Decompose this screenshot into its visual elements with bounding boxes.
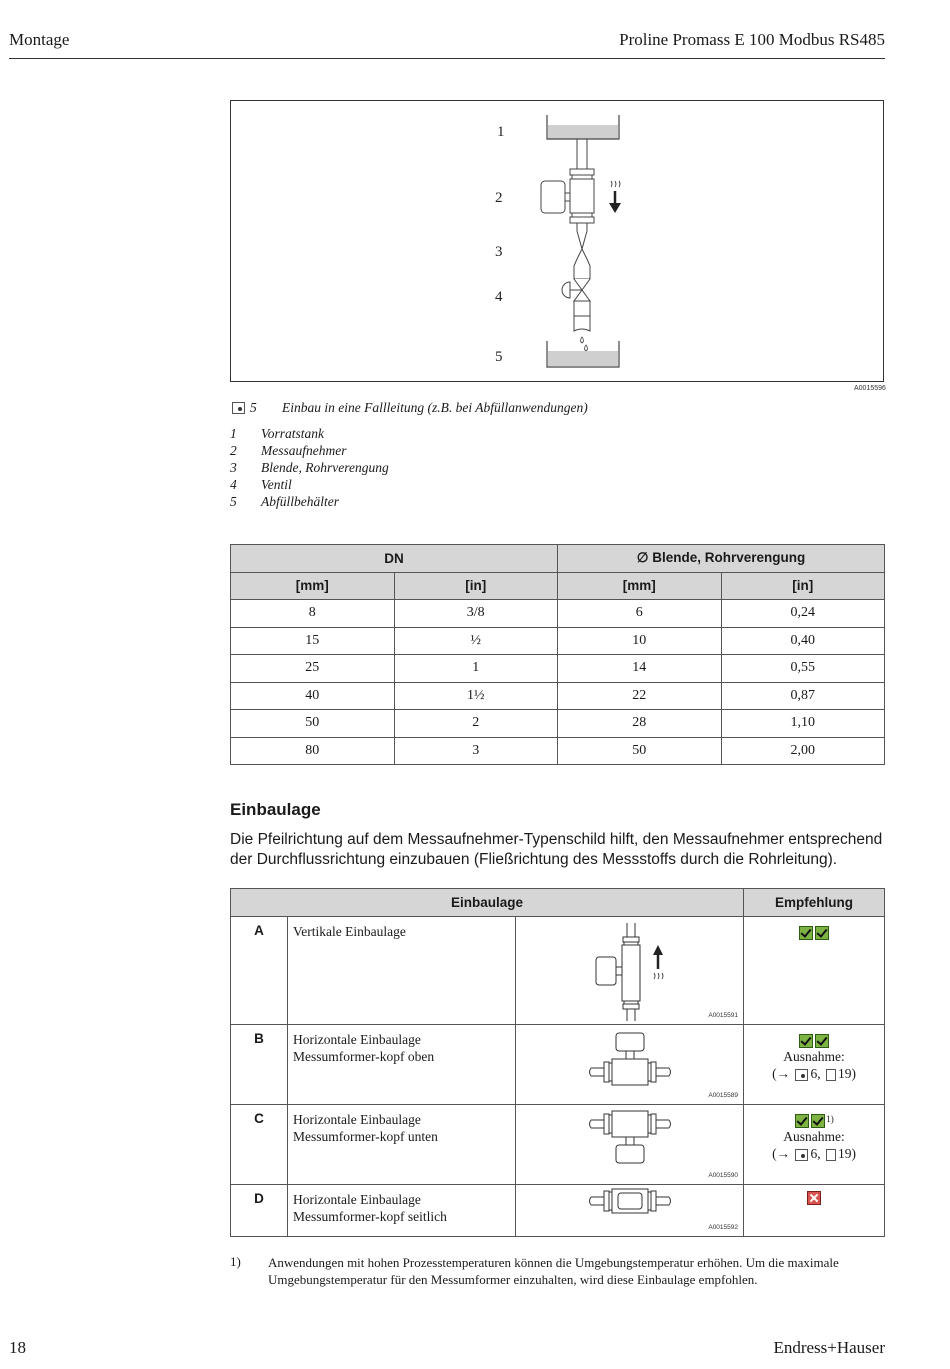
- exception-ref[interactable]: (→ 6, 19): [772, 1146, 856, 1161]
- page-ref-icon: [826, 1069, 836, 1081]
- liquid-drops: [581, 337, 588, 351]
- legend-item: 2 Messaufnehmer: [230, 443, 347, 458]
- legend-item: 5 Abfüllbehälter: [230, 494, 339, 509]
- row-recommendation: [744, 917, 885, 1025]
- row-description: Horizontale Einbaulage Messumformer-kopf oben: [288, 1025, 516, 1105]
- storage-tank: [547, 115, 619, 139]
- figure-legend: [230, 426, 630, 511]
- section-title: Einbaulage: [230, 800, 321, 819]
- header-product: Proline Promass E 100 Modbus RS485: [619, 30, 885, 49]
- fig-label-2: 2: [495, 190, 503, 206]
- page-ref-icon: [826, 1149, 836, 1161]
- filling-container: [547, 341, 619, 367]
- footer-brand: Endress+Hauser: [773, 1338, 885, 1357]
- table-row: 15 ½ 10 0,40: [231, 627, 885, 655]
- th-unit: [in]: [394, 572, 558, 600]
- table-row: [231, 1105, 885, 1185]
- image-code: A0015592: [708, 1224, 738, 1231]
- row-description: Vertikale Einbaulage: [288, 917, 516, 1025]
- row-image: [516, 1185, 744, 1237]
- figure-ref-icon: [795, 1069, 808, 1081]
- check-icon: [799, 926, 813, 940]
- exception-label: Ausnahme:: [783, 1129, 845, 1144]
- flow-arrow-down: [609, 181, 621, 213]
- footnote-number: 1): [230, 1254, 241, 1269]
- row-image: [516, 1105, 744, 1185]
- exception-ref[interactable]: (→ 6, 19): [772, 1066, 856, 1081]
- check-icon: [795, 1114, 809, 1128]
- figure-ref-icon: [232, 402, 245, 414]
- legend-item: 3 Blende, Rohrverengung: [230, 460, 389, 475]
- row-image: [516, 917, 744, 1025]
- row-recommendation: [744, 1185, 885, 1237]
- check-icon: [799, 1034, 813, 1048]
- row-letter: A: [231, 917, 288, 1025]
- fig-label-3: 3: [495, 244, 503, 260]
- row-recommendation: [744, 1105, 885, 1185]
- row-letter: D: [231, 1185, 288, 1237]
- footnote-mark[interactable]: 1): [826, 1114, 834, 1124]
- exception-label: Ausnahme:: [783, 1049, 845, 1064]
- table-row: [231, 1025, 885, 1105]
- row-recommendation: [744, 1025, 885, 1105]
- fig-label-1: 1: [497, 124, 505, 140]
- table-row: [231, 1185, 885, 1237]
- figure-code: A0015596: [854, 385, 886, 392]
- header-section: Montage: [9, 30, 70, 49]
- table-row: 50 2 28 1,10: [231, 710, 885, 738]
- th-unit: [mm]: [231, 572, 395, 600]
- footnote-text: Anwendungen mit hohen Prozesstemperaturen können die Umgebungstemperatur erhöhen. Um die maximale Umgebungstemperatur für den Messumformer einzuhalten, wird diese Einbaulage empfohlen.: [268, 1255, 839, 1287]
- caption-number: 5: [250, 400, 257, 415]
- th-unit: [mm]: [558, 572, 722, 600]
- fig-label-4: 4: [495, 289, 503, 305]
- check-icon: [811, 1114, 825, 1128]
- table-row: 40 1½ 22 0,87: [231, 682, 885, 710]
- table-row: [231, 917, 885, 1025]
- table-row: 25 1 14 0,55: [231, 655, 885, 683]
- row-description: Horizontale Einbaulage Messumformer-kopf unten: [288, 1105, 516, 1185]
- row-description: Horizontale Einbaulage Messumformer-kopf seitlich: [288, 1185, 516, 1237]
- row-letter: C: [231, 1105, 288, 1185]
- image-code: A0015589: [708, 1092, 738, 1099]
- check-icon: [815, 1034, 829, 1048]
- row-letter: B: [231, 1025, 288, 1105]
- table-row: 80 3 50 2,00: [231, 737, 885, 765]
- figure-ref-icon: [795, 1149, 808, 1161]
- fallleitung-diagram: [231, 101, 883, 381]
- vertical-pipe: [541, 139, 594, 331]
- caption-text: Einbau in eine Fallleitung (z.B. bei Abfüllanwendungen): [282, 400, 588, 415]
- not-recommended-icon: [807, 1191, 821, 1205]
- th-empfehlung: Empfehlung: [744, 889, 885, 917]
- row-image: [516, 1025, 744, 1105]
- dn-orifice-table: [230, 544, 885, 765]
- image-code: A0015590: [708, 1172, 738, 1179]
- th-einbaulage: Einbaulage: [231, 889, 744, 917]
- legend-item: 1 Vorratstank: [230, 426, 325, 441]
- flow-arrow-up: [653, 945, 663, 979]
- einbaulage-table: [230, 888, 885, 1237]
- legend-item: 4 Ventil: [230, 477, 292, 492]
- figure-fallleitung: [230, 100, 884, 382]
- section-paragraph: Die Pfeilrichtung auf dem Messaufnehmer-Typenschild hilft, den Messaufnehmer entsprechend der Durchflussrichtung einzubauen (Fließrichtung des Messstoffs durch die Rohrleitung).: [230, 831, 883, 868]
- fig-label-5: 5: [495, 349, 503, 365]
- table-row: 8 3/8 6 0,24: [231, 600, 885, 628]
- th-blende: ∅ Blende, Rohrverengung: [558, 545, 885, 573]
- header-rule: [9, 58, 885, 59]
- page-number: 18: [9, 1338, 26, 1357]
- check-icon: [815, 926, 829, 940]
- th-unit: [in]: [721, 572, 885, 600]
- th-dn: DN: [231, 545, 558, 573]
- vertical-install-icon: [516, 917, 743, 1023]
- image-code: A0015591: [708, 1012, 738, 1019]
